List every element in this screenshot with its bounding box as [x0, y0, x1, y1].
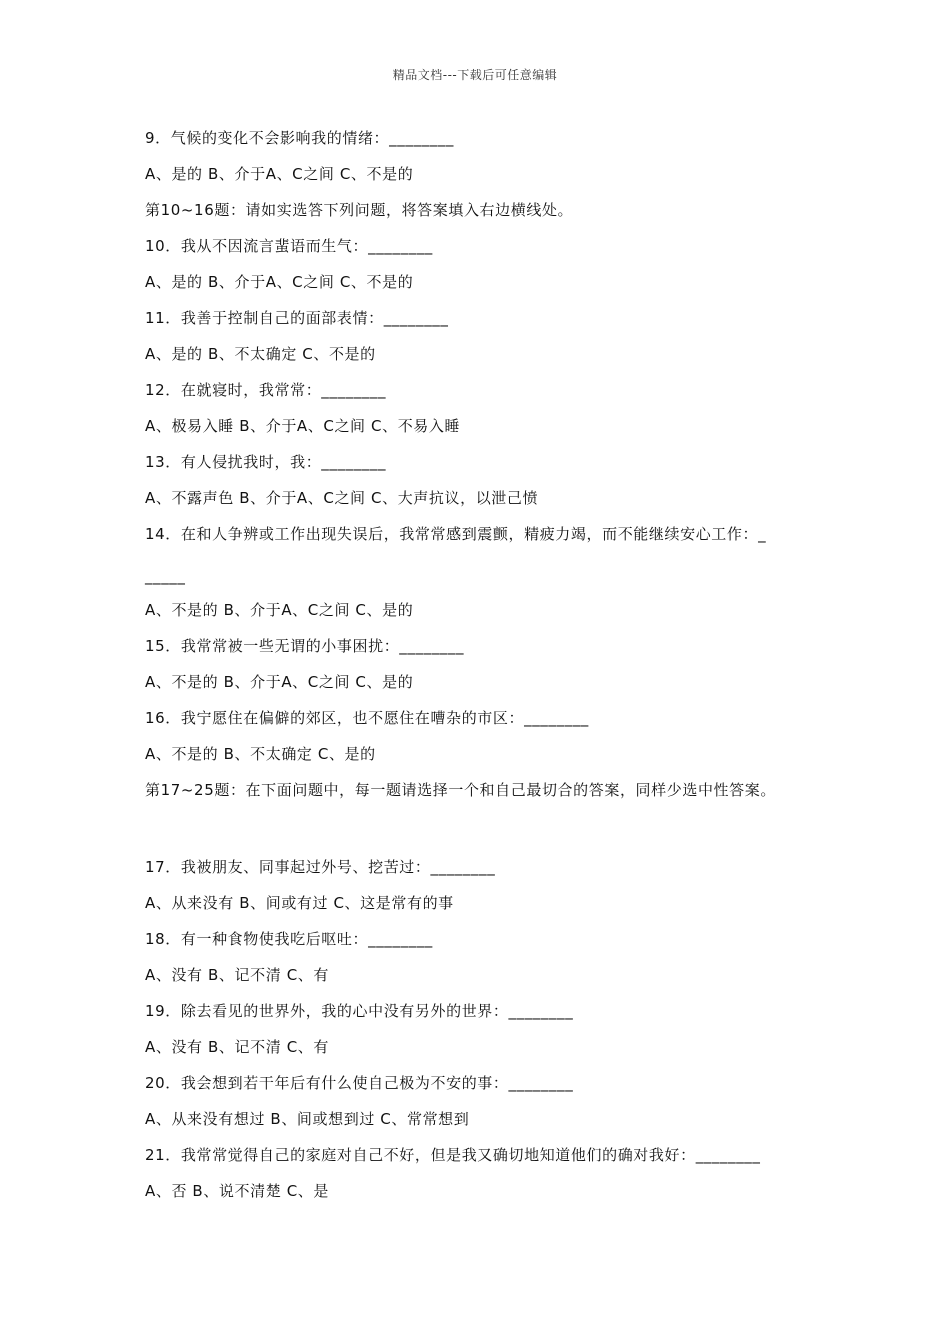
question-11: 11．我善于控制自己的面部表情：________	[145, 309, 449, 327]
question-14: 14．在和人争辨或工作出现失误后，我常常感到震颤，精疲力竭，而不能继续安心工作：_	[145, 525, 767, 543]
question-16: 16．我宁愿住在偏僻的郊区，也不愿住在嘈杂的市区：________	[145, 709, 589, 727]
question-21: 21．我常常觉得自己的家庭对自己不好，但是我又确切地知道他们的确对我好：________	[145, 1146, 761, 1164]
question-17: 17．我被朋友、同事起过外号、挖苦过：________	[145, 858, 496, 876]
question-9: 9．气候的变化不会影响我的情绪：________	[145, 129, 454, 147]
options-12: A、极易入睡 B、介于A、C之间 C、不易入睡	[145, 417, 461, 435]
options-21: A、否 B、说不清楚 C、是	[145, 1182, 329, 1200]
page-header: 精品文档---下载后可任意编辑	[392, 68, 558, 82]
options-15: A、不是的 B、介于A、C之间 C、是的	[145, 673, 414, 691]
options-14: A、不是的 B、介于A、C之间 C、是的	[145, 601, 414, 619]
question-15: 15．我常常被一些无谓的小事困扰：________	[145, 637, 465, 655]
question-14-blank: _____	[145, 567, 186, 585]
question-13: 13．有人侵扰我时，我：________	[145, 453, 387, 471]
options-20: A、从来没有想过 B、间或想到过 C、常常想到	[145, 1110, 470, 1128]
question-18: 18．有一种食物使我吃后呕吐：________	[145, 930, 433, 948]
options-19: A、没有 B、记不清 C、有	[145, 1038, 329, 1056]
question-12: 12．在就寝时，我常常：________	[145, 381, 387, 399]
section-instruction-17-25: 第17~25题：在下面问题中，每一题请选择一个和自己最切合的答案，同样少选中性答案。	[145, 781, 776, 799]
options-16: A、不是的 B、不太确定 C、是的	[145, 745, 376, 763]
options-13: A、不露声色 B、介于A、C之间 C、大声抗议，以泄己愤	[145, 489, 539, 507]
question-10: 10．我从不因流言蜚语而生气：________	[145, 237, 433, 255]
question-19: 19．除去看见的世界外，我的心中没有另外的世界：________	[145, 1002, 574, 1020]
options-17: A、从来没有 B、间或有过 C、这是常有的事	[145, 894, 454, 912]
options-18: A、没有 B、记不清 C、有	[145, 966, 329, 984]
options-9: A、是的 B、介于A、C之间 C、不是的	[145, 165, 414, 183]
options-10: A、是的 B、介于A、C之间 C、不是的	[145, 273, 414, 291]
section-instruction-10-16: 第10~16题：请如实选答下列问题，将答案填入右边横线处。	[145, 201, 574, 219]
options-11: A、是的 B、不太确定 C、不是的	[145, 345, 376, 363]
question-20: 20．我会想到若干年后有什么使自己极为不安的事：________	[145, 1074, 574, 1092]
